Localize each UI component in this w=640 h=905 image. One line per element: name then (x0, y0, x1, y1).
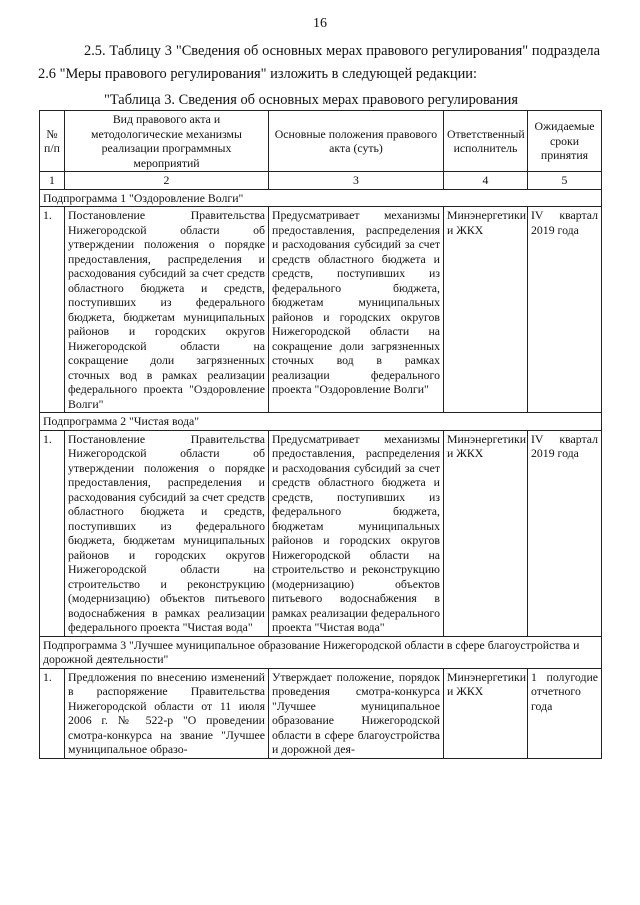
header-act-type: Вид правового акта и методологические механизмы реализации программных мероприятий (65, 111, 269, 172)
act-cell: Постановление Правительства Нижегородской области об утверждении положения о порядке предоставления, распределения и расходования субсидий за счет средств областного бюджета и средств, поступивших из федерального бюджета, бюджетам муниципальных районов и городских округов Нижегородской области на сокращение доли загрязненных сточных вод в рамках реализации федерального проекта "Оздоровление Волги" (65, 207, 269, 413)
section-title: Подпрограмма 1 "Оздоровление Волги" (40, 189, 602, 207)
column-number: 1 (40, 172, 65, 190)
legal-measures-table (39, 110, 602, 759)
row-number: 1. (40, 668, 65, 758)
content-cell: Предусматривает механизмы предоставления, распределения и расходования субсидий за счет средств областного бюджета и средств, поступивших из федерального бюджета, бюджетам муниципальных районов и городских округов Нижегородской области на сокращение доли загрязненных сточных вод в рамках реализации федерального проекта "Оздоровление Волги" (269, 207, 444, 413)
table-title: "Таблица 3. Сведения об основных мерах правового регулирования (104, 92, 518, 108)
act-cell: Постановление Правительства Нижегородской области об утверждении положения о порядке предоставления, распределения и расходования субсидий за счет средств областного бюджета и средств, поступивших из федерального бюджета, бюджетам муниципальных районов и городских округов Нижегородской области на строительство и реконструкцию (модернизацию) объектов питьевого водоснабжения в рамках реализации федерального проекта "Чистая вода" (65, 430, 269, 636)
column-number-row (40, 172, 602, 190)
page-number: 16 (313, 16, 327, 31)
row-number: 1. (40, 207, 65, 413)
table-row (40, 430, 602, 636)
deadline-cell: 1 полугодие отчетного года (528, 668, 602, 758)
section-title: Подпрограмма 3 "Лучшее муниципальное образование Нижегородской области в сфере благоустройства и дорожной деятельности" (40, 636, 602, 668)
table-row (40, 668, 602, 758)
deadline-cell: IV квартал 2019 года (528, 430, 602, 636)
column-number: 2 (65, 172, 269, 190)
column-number: 5 (528, 172, 602, 190)
content-cell: Предусматривает механизмы предоставления, распределения и расходования субсидий за счет средств областного бюджета и средств, поступивших из федерального бюджета, бюджетам муниципальных районов и городских округов Нижегородской области на строительство и реконструкцию (модернизацию) объектов питьевого водоснабжения в рамках реализации федерального проекта "Чистая вода" (269, 430, 444, 636)
header-responsible: Ответственный исполнитель (444, 111, 528, 172)
column-number: 3 (269, 172, 444, 190)
deadline-cell: IV квартал 2019 года (528, 207, 602, 413)
section-title: Подпрограмма 2 "Чистая вода" (40, 413, 602, 431)
section-row (40, 636, 602, 668)
section-row (40, 189, 602, 207)
header-number: № п/п (40, 111, 65, 172)
column-number: 4 (444, 172, 528, 190)
table-row (40, 207, 602, 413)
act-cell: Предложения по внесению изменений в распоряжение Правительства Нижегородской области от 11 июля 2006 г. № 522-р "О проведении смотра-конкурса на звание "Лучшее муниципальное образо- (65, 668, 269, 758)
section-row (40, 413, 602, 431)
header-row (40, 111, 602, 172)
row-number: 1. (40, 430, 65, 636)
responsible-cell: Минэнергетики и ЖКХ (444, 207, 528, 413)
responsible-cell: Минэнергетики и ЖКХ (444, 668, 528, 758)
intro-paragraph: 2.5. Таблицу 3 "Сведения об основных мерах правового регулирования" подраздела 2.6 "Меры правового регулирования" изложить в следующей редакции: (38, 43, 600, 82)
header-deadline: Ожидаемые сроки принятия (528, 111, 602, 172)
responsible-cell: Минэнергетики и ЖКХ (444, 430, 528, 636)
header-content: Основные положения правового акта (суть) (269, 111, 444, 172)
content-cell: Утверждает положение, порядок проведения смотра-конкурса "Лучшее муниципальное образование Нижегородской области в сфере благоустройства и дорожной дея- (269, 668, 444, 758)
